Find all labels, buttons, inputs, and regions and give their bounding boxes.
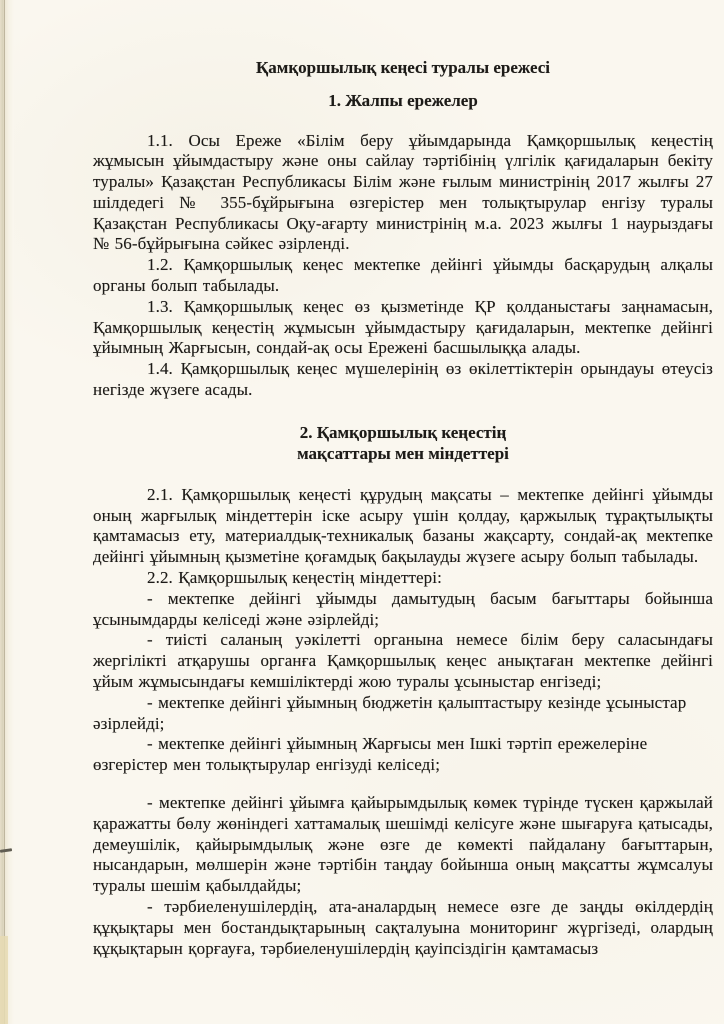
paragraph-1-2: 1.2. Қамқоршылық кеңес мектепке дейінгі ұйымды басқарудың алқалы органы болып табылады. xyxy=(93,255,713,296)
paragraph-1-3: 1.3. Қамқоршылық кеңес өз қызметінде ҚР қолданыстағы заңнамасын, Қамқоршылық кеңестің жұмысын ұйымдастыру қағидаларын, мектепке дейінгі ұйымның Жарғысын, сондай-ақ осы Ережені басшылыққа алады. xyxy=(93,296,713,358)
section-2-heading xyxy=(93,422,713,465)
section-1-heading: 1. Жалпы ережелер xyxy=(328,91,478,110)
section-2-heading-line-1: 2. Қамқоршылық кеңестің xyxy=(299,422,507,442)
scan-edge-line-artifact xyxy=(4,0,5,1024)
paragraph-2-1: 2.1. Қамқоршылық кеңесті құрудың мақсаты – мектепке дейінгі ұйымды оның жарғылық міндеттерін іске асыру үшін қолдау, қаржылық тұрақтылықты қамтамасыз ету, материалдық-техникалық базаны жақсарту, сондай-ақ мектепке дейінгі ұйымның қызметіне қоғамдық бақылауды жүзеге асыру болып табылады. xyxy=(93,484,713,567)
scan-corner-stain-artifact xyxy=(0,936,8,1024)
list-item-development-directions: - мектепке дейінгі ұйымды дамытудың басым бағыттары бойынша ұсынымдарды келіседі және әзірлейді; xyxy=(93,588,713,629)
list-item-authority-proposals: - тиісті саланың уәкілетті органына немесе білім беру саласындағы жергілікті атқарушы органға Қамқоршылық кеңес анықтаған мектепке дейінгі ұйым жұмысындағы кемшіліктерді жою туралы ұсыныстар енгізеді; xyxy=(93,630,713,692)
list-item-charity-funds: - мектепке дейінгі ұйымға қайырымдылық көмек түрінде түскен қаржылай қаражатты бөлу жөніндегі хаттамалық шешімді келісуге және шығаруға қатысады, демеушілік, қайырымдылық және өзге де көмекті пайдалану бағыттарын, нысандарын, мөлшерін және тәртібін таңдау бойынша оның мақсатты жұмсалуы туралы шешім қабылдайды; xyxy=(93,793,713,896)
document-content xyxy=(93,57,713,959)
scan-left-edge-artifact xyxy=(0,0,14,1024)
paragraph-2-2: 2.2. Қамқоршылық кеңестің міндеттері: xyxy=(147,568,442,588)
paragraph-1-4: 1.4. Қамқоршылық кеңес мүшелерінің өз өкілеттіктерін орындауы өтеусіз негізде жүзеге асады. xyxy=(93,359,713,400)
document-title: Қамқоршылық кеңесі туралы ережесі xyxy=(255,58,551,77)
paragraph-1-1: 1.1. Осы Ереже «Білім беру ұйымдарында Қамқоршылық кеңестің жұмысын ұйымдастыру және оны сайлау тәртібінің үлгілік қағидаларын бекіту туралы» Қазақстан Республикасы Білім және ғылым министрінің 2017 жылғы 27 шілдедегі № 355-бұйрығына өзгерістер мен толықтырулар енгізу туралы Қазақстан Республикасы Оқу-ағарту министрінің м.а. 2023 жылғы 1 наурыздағы № 56-бұйрығына сәйкес әзірленді. xyxy=(93,130,713,254)
list-item-budget-proposals: - мектепке дейінгі ұйымның бюджетін қалыптастыру кезінде ұсыныстар әзірлейді; xyxy=(93,692,687,733)
list-item-charter-amendments: - мектепке дейінгі ұйымның Жарғысы мен Ішкі тәртіп ережелеріне өзгерістер мен толықтырулар енгізуді келіседі; xyxy=(93,734,648,775)
section-2-heading-line-2: мақсаттары мен міндеттері xyxy=(297,444,509,464)
list-item-rights-monitoring: - тәрбиеленушілердің, ата-аналардың немесе өзге де заңды өкілдердің құқықтары мен бостандықтарының сақталуына мониторинг жүргізеді, олардың құқықтарын қорғауға, тәрбиеленушілердің қауіпсіздігін қамтамасыз xyxy=(93,897,713,958)
